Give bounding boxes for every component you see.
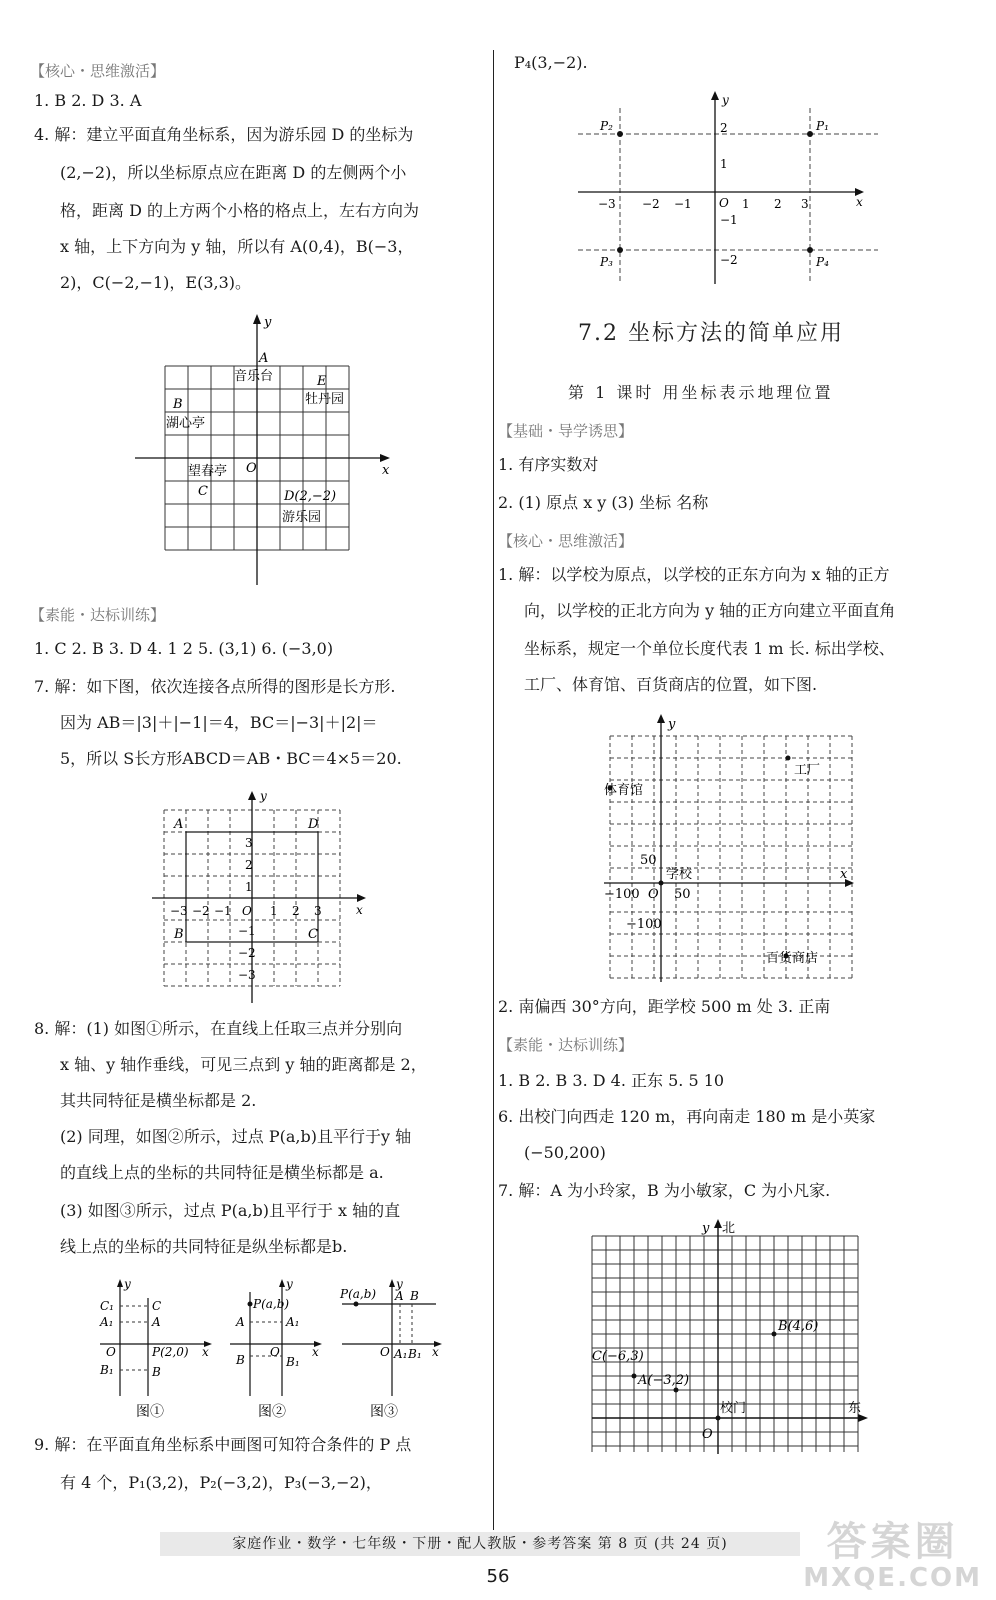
answer-line: 1. C 2. B 3. D 4. 1 2 5. (3,1) 6. (−3,0) xyxy=(34,639,334,658)
place-label: 百货商店 xyxy=(766,951,819,966)
point-label: B xyxy=(173,397,183,412)
point-label: B xyxy=(174,927,184,942)
point-label: A xyxy=(236,1315,245,1329)
point-label: B xyxy=(236,1353,245,1367)
rectangle-figure xyxy=(150,788,380,1008)
x-tick: −3 xyxy=(170,904,188,918)
answer-line: 6. 出校门向西走 120 m，再向南走 180 m 是小英家 xyxy=(498,1107,876,1126)
y-tick: −1 xyxy=(238,924,256,938)
answer-line: 有 4 个，P₁(3,2)，P₂(−3,2)，P₃(−3,−2)， xyxy=(60,1473,382,1492)
point-label: A₁ xyxy=(286,1315,300,1329)
y-tick: −100 xyxy=(626,917,662,932)
place-label: 望春亭 xyxy=(188,464,228,479)
point-label: D(2,−2) xyxy=(284,489,337,504)
lesson-subtitle: 第 1 课时 用坐标表示地理位置 xyxy=(568,383,834,402)
y-axis-label: y xyxy=(264,315,272,330)
origin-label: O xyxy=(380,1345,390,1359)
answer-line: 5，所以 S长方形ABCD＝AB・BC＝4×5＝20. xyxy=(60,749,402,768)
origin-label: O xyxy=(242,904,252,918)
point-label: P₃ xyxy=(600,255,613,269)
x-tick: 50 xyxy=(674,887,691,902)
answer-line: (3) 如图③所示，过点 P(a,b)且平行于 x 轴的直 xyxy=(60,1201,401,1220)
point-label: P₄ xyxy=(816,255,829,269)
x-tick: 2 xyxy=(292,904,300,918)
point-label: C xyxy=(198,484,208,499)
point-label: P(a,b) xyxy=(253,1297,290,1311)
answer-line: 8. 解：(1) 如图①所示，在直线上任取三点并分别向 xyxy=(34,1019,403,1038)
watermark-logo xyxy=(803,1520,982,1593)
y-tick: 1 xyxy=(720,157,728,171)
answer-line: (−50,200) xyxy=(524,1143,606,1162)
x-tick: 2 xyxy=(774,197,782,211)
point-label: C xyxy=(308,927,318,942)
y-axis-label: y xyxy=(702,1221,710,1236)
answer-line: 2)，C(−2,−1)，E(3,3)。 xyxy=(60,273,252,292)
point-label: A xyxy=(174,817,184,832)
origin-label: O xyxy=(246,461,257,476)
place-label: 湖心亭 xyxy=(166,416,206,431)
x-axis-label: x xyxy=(840,867,848,882)
x-axis-label: x xyxy=(202,1345,209,1359)
watermark-text: 答案圈 xyxy=(826,1519,959,1565)
place-label: 游乐园 xyxy=(282,510,322,525)
place-label: 工厂 xyxy=(794,763,821,778)
x-axis-label: x xyxy=(312,1345,319,1359)
caption: 图③ xyxy=(370,1404,398,1420)
x-tick: 3 xyxy=(801,197,809,211)
point-label: B xyxy=(152,1365,161,1379)
watermark-url: MXQE.COM xyxy=(803,1563,982,1593)
origin-label: O xyxy=(270,1345,280,1359)
answer-line: 2. 南偏西 30°方向，距学校 500 m 处 3. 正南 xyxy=(498,997,831,1016)
north-label: 北 xyxy=(722,1221,736,1236)
answer-line: 的直线上点的坐标的共同特征是横坐标都是 a. xyxy=(60,1163,384,1182)
homes-map-figure xyxy=(588,1216,878,1456)
section-header: 【核心・思维激活】 xyxy=(498,532,634,550)
y-tick: −2 xyxy=(720,253,738,267)
y-axis-label: y xyxy=(286,1277,293,1291)
y-axis-label: y xyxy=(124,1277,131,1291)
y-tick: 2 xyxy=(720,121,728,135)
answer-line: 工厂、体育馆、百货商店的位置，如下图. xyxy=(524,675,818,694)
place-label: 校门 xyxy=(720,1401,747,1416)
section-title: 7.2 坐标方法的简单应用 xyxy=(578,321,844,346)
y-tick: 3 xyxy=(245,836,253,850)
page-footer: 家庭作业・数学・七年级・下册・配人教版・参考答案 第 8 页 (共 24 页) xyxy=(160,1532,800,1556)
answer-line: 2. (1) 原点 x y (3) 坐标 名称 xyxy=(498,493,709,512)
y-axis-label: y xyxy=(396,1277,403,1291)
point-label: C(−6,3) xyxy=(592,1349,644,1364)
point-label: A₁ xyxy=(394,1347,408,1361)
p-points-figure xyxy=(578,88,878,288)
y-tick: 50 xyxy=(640,853,657,868)
point-label: B₁ xyxy=(100,1363,114,1377)
answer-line: 线上点的坐标的共同特征是纵坐标都是b. xyxy=(60,1237,348,1256)
answer-line: 1. B 2. D 3. A xyxy=(34,91,142,110)
answer-line: 向，以学校的正北方向为 y 轴的正方向建立平面直角 xyxy=(524,601,896,620)
caption: 图① xyxy=(136,1404,164,1420)
x-tick: 3 xyxy=(314,904,322,918)
point-label: B xyxy=(410,1289,419,1303)
x-axis-label: x xyxy=(856,195,863,209)
answer-line: 1. 解：以学校为原点，以学校的正东方向为 x 轴的正方 xyxy=(498,565,890,584)
answer-line: (2,−2)，所以坐标原点应在距离 D 的左侧两个小 xyxy=(60,163,407,182)
answer-line: x 轴，上下方向为 y 轴，所以有 A(0,4)，B(−3， xyxy=(60,237,414,256)
y-tick: −2 xyxy=(238,946,256,960)
x-tick: −1 xyxy=(214,904,232,918)
point-label: C xyxy=(152,1299,162,1313)
answer-line: 格，距离 D 的上方两个小格的格点上，左右方向为 xyxy=(60,201,420,220)
y-tick: −3 xyxy=(238,968,256,982)
section-header: 【基础・导学诱思】 xyxy=(498,422,634,440)
section-header: 【素能・达标训练】 xyxy=(498,1036,634,1054)
caption: 图② xyxy=(258,1404,286,1420)
point-label: P₂ xyxy=(600,119,613,133)
point-label: P₁ xyxy=(816,119,829,133)
page-number: 56 xyxy=(486,1566,510,1587)
y-tick: 2 xyxy=(245,858,253,872)
point-label: A₁ xyxy=(100,1315,114,1329)
y-axis-label: y xyxy=(722,93,729,107)
answer-line: 因为 AB＝|3|＋|−1|＝4，BC＝|−3|＋|2|＝ xyxy=(60,713,378,732)
y-tick: −1 xyxy=(720,213,738,227)
place-label: 音乐台 xyxy=(234,369,274,384)
place-label: 体育馆 xyxy=(604,783,644,798)
origin-label: O xyxy=(719,196,729,210)
point-label: A xyxy=(395,1289,404,1303)
origin-label: O xyxy=(702,1427,713,1442)
point-label: P(a,b) xyxy=(340,1287,377,1301)
x-tick: −1 xyxy=(674,197,692,211)
x-axis-label: x xyxy=(382,463,390,478)
point-label: A(−3,2) xyxy=(638,1373,690,1388)
point-label: C₁ xyxy=(100,1299,114,1313)
point-label: B₁ xyxy=(286,1355,300,1369)
point-label: A xyxy=(259,351,269,366)
answer-line: (2) 同理，如图②所示，过点 P(a,b)且平行于y 轴 xyxy=(60,1127,412,1146)
east-label: 东 xyxy=(848,1401,862,1416)
answer-line: 1. B 2. B 3. D 4. 正东 5. 5 10 xyxy=(498,1071,725,1090)
answer-line: 坐标系，规定一个单位长度代表 1 m 长. 标出学校、 xyxy=(524,639,895,658)
x-axis-label: x xyxy=(356,903,363,917)
three-diagrams-figure xyxy=(90,1276,450,1426)
section-header: 【素能・达标训练】 xyxy=(30,606,166,624)
x-tick: −100 xyxy=(604,887,640,902)
park-map-figure xyxy=(130,310,400,590)
x-tick: −2 xyxy=(642,197,660,211)
answer-line: 4. 解：建立平面直角坐标系，因为游乐园 D 的坐标为 xyxy=(34,125,414,144)
y-tick: 1 xyxy=(245,880,253,894)
x-tick: 1 xyxy=(270,904,278,918)
answer-line: 7. 解：如下图，依次连接各点所得的图形是长方形. xyxy=(34,677,396,696)
place-label: 牡丹园 xyxy=(305,392,345,407)
answer-line: x 轴、y 轴作垂线，可见三点到 y 轴的距离都是 2， xyxy=(60,1055,427,1074)
y-axis-label: y xyxy=(668,717,676,732)
point-label: E xyxy=(317,374,327,389)
x-axis-label: x xyxy=(432,1345,439,1359)
point-label: B₁ xyxy=(408,1347,422,1361)
answer-line: 其共同特征是横坐标都是 2. xyxy=(60,1091,257,1110)
answer-line: 9. 解：在平面直角坐标系中画图可知符合条件的 P 点 xyxy=(34,1435,412,1454)
section-header: 【核心・思维激活】 xyxy=(30,62,166,80)
point-label: D xyxy=(308,817,319,832)
point-label: P(2,0) xyxy=(152,1345,189,1359)
column-divider xyxy=(493,50,494,1530)
point-label: A xyxy=(152,1315,161,1329)
x-tick: −2 xyxy=(192,904,210,918)
answer-line: P₄(3,−2). xyxy=(514,53,588,72)
answer-line: 7. 解：A 为小玲家，B 为小敏家，C 为小凡家. xyxy=(498,1181,831,1200)
school-map-figure xyxy=(598,710,868,990)
x-tick: −3 xyxy=(598,197,616,211)
answer-line: 1. 有序实数对 xyxy=(498,455,599,474)
origin-label: O xyxy=(648,887,659,902)
origin-label: O xyxy=(106,1345,116,1359)
x-tick: 1 xyxy=(742,197,750,211)
y-axis-label: y xyxy=(260,789,267,803)
place-label: 学校 xyxy=(666,867,693,882)
point-label: B(4,6) xyxy=(778,1319,819,1334)
